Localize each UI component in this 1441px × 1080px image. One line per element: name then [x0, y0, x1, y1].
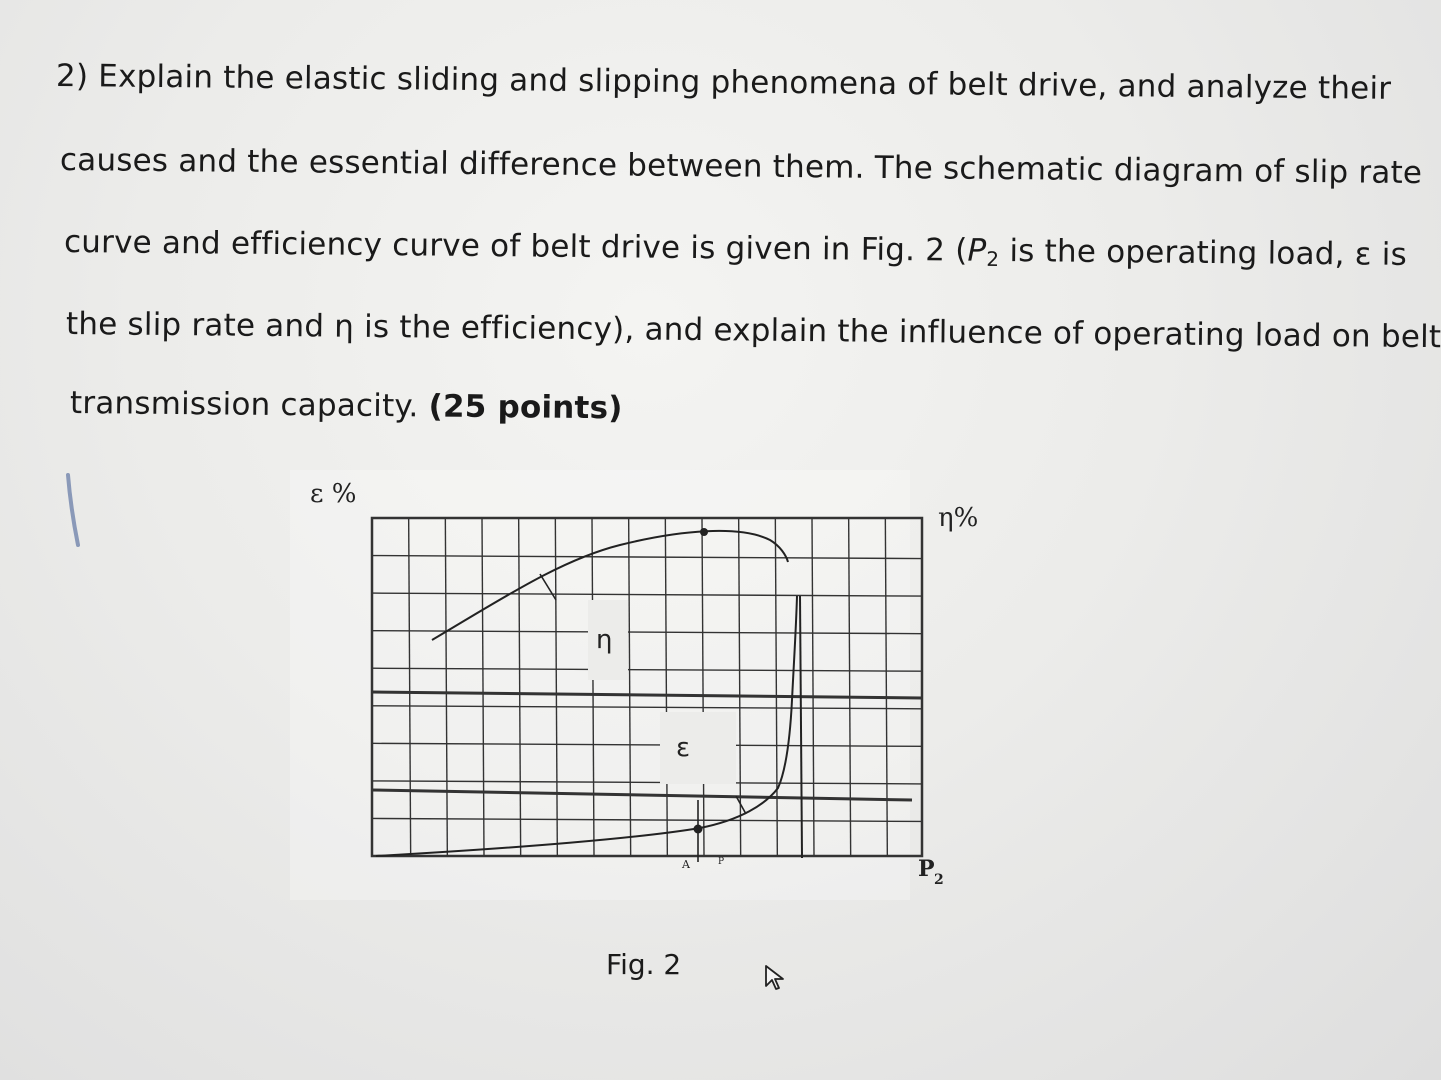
grid-vertical-line	[775, 518, 777, 856]
question-line-3-start: curve and efficiency curve of belt drive is given in Fig. 2 (	[63, 224, 968, 269]
grid-vertical-line	[519, 518, 521, 856]
eps-label-bg	[660, 712, 736, 784]
grid-major-line-lower	[372, 790, 912, 800]
grid-horizontal-line	[372, 706, 922, 709]
small-label-p: P	[718, 857, 725, 867]
grid-horizontal-line	[372, 556, 922, 559]
efficiency-max-point	[700, 528, 708, 536]
grid-vertical-line	[592, 518, 594, 856]
efficiency-curve-tick	[540, 574, 556, 600]
y-left-axis-label: ε %	[310, 479, 357, 509]
grid-horizontal-line	[372, 743, 922, 746]
grid-horizontal-line	[372, 631, 922, 634]
grid-major-line-upper	[372, 692, 922, 698]
points-label: (25 points)	[428, 388, 623, 427]
x-axis-label-subscript: 2	[934, 872, 944, 888]
x-axis-label: P	[918, 856, 935, 882]
grid-horizontal-line	[372, 668, 922, 671]
grid-vertical-line	[409, 518, 411, 856]
eps-curve-label: ε	[676, 733, 691, 763]
grid-horizontal-line	[372, 781, 922, 784]
question-line-4: the slip rate and η is the efficiency), and explain the influence of operating load on belt	[65, 306, 1441, 356]
grid-frame	[372, 518, 922, 856]
question-line-2: causes and the essential difference between them. The schematic diagram of slip rate	[59, 142, 1423, 192]
grid-vertical-line	[445, 518, 447, 856]
grid-vertical-line	[812, 518, 814, 856]
grid-vertical-line	[629, 518, 631, 856]
grid-vertical-line	[885, 518, 887, 856]
p2-subscript: 2	[986, 246, 1000, 271]
grid-vertical-line	[702, 518, 704, 856]
grid-vertical-line	[849, 518, 851, 856]
eta-curve-label: η	[596, 625, 613, 655]
grid-vertical-line	[665, 518, 667, 856]
figure-caption: Fig. 2	[606, 948, 682, 981]
mouse-pointer-icon	[762, 962, 792, 994]
diagram-grid	[372, 518, 922, 856]
grid-horizontal-line	[372, 818, 922, 821]
grid-horizontal-lines	[372, 556, 922, 822]
question-line-5-text: transmission capacity.	[69, 385, 429, 425]
y-right-axis-label: η%	[938, 503, 979, 533]
critical-load-line	[800, 596, 802, 858]
grid-vertical-line	[482, 518, 484, 856]
grid-vertical-lines	[409, 518, 888, 856]
p2-symbol: P	[967, 232, 987, 269]
small-label-a: A	[682, 858, 690, 871]
grid-horizontal-line	[372, 593, 922, 596]
question-line-1: 2) Explain the elastic sliding and slipping phenomena of belt drive, and analyze their	[55, 58, 1392, 107]
question-line-3-end: is the operating load, ε is	[999, 232, 1408, 273]
